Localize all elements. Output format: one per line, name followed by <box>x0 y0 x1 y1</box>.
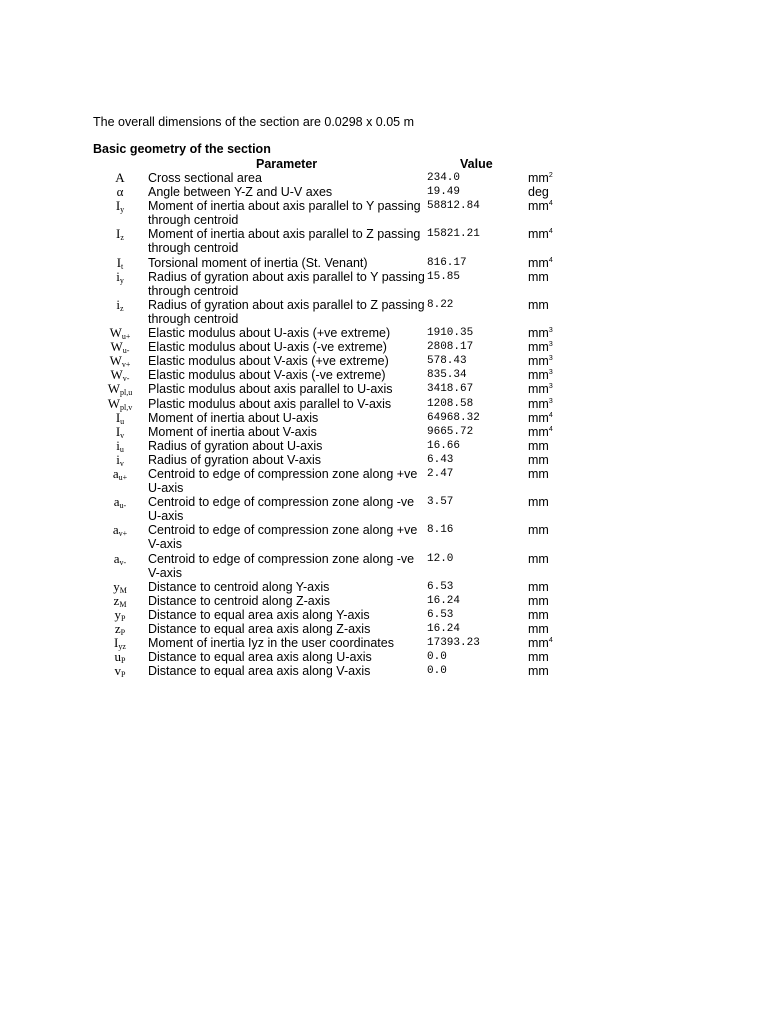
unit-base: mm <box>528 227 549 242</box>
value-column-header: Value <box>460 157 493 171</box>
symbol-subscript: u <box>119 444 124 454</box>
parameter-description: Cross sectional area <box>148 171 262 185</box>
symbol-base: y <box>114 606 122 622</box>
parameter-symbol <box>96 453 144 467</box>
table-row <box>0 425 768 439</box>
parameter-value: 1910.35 <box>427 327 474 340</box>
symbol-base: a <box>112 522 119 538</box>
symbol-base: A <box>115 170 125 185</box>
parameter-symbol <box>96 397 144 411</box>
parameter-description: Elastic modulus about V-axis (-ve extreme) <box>148 368 386 383</box>
parameter-description: Centroid to edge of compression zone along -ve U-axis <box>148 495 415 524</box>
unit-base: mm <box>528 593 549 608</box>
parameter-symbol <box>96 467 144 481</box>
parameter-unit <box>528 340 553 354</box>
unit-base: mm <box>528 255 549 270</box>
parameter-value: 1208.58 <box>427 397 474 410</box>
parameter-value: 15.85 <box>427 270 461 283</box>
table-row <box>0 199 768 227</box>
symbol-base: i <box>116 268 120 284</box>
table-row <box>0 185 768 199</box>
parameter-unit <box>528 227 553 241</box>
parameter-unit <box>528 453 549 467</box>
parameter-value: 12.0 <box>427 552 454 565</box>
parameter-value: 578.43 <box>427 355 467 368</box>
symbol-subscript: v <box>119 458 124 468</box>
parameter-symbol <box>96 199 144 213</box>
symbol-subscript: P <box>120 628 126 637</box>
table-row <box>0 453 768 467</box>
unit-base: mm <box>528 452 549 467</box>
unit-base: mm <box>528 607 549 622</box>
unit-exponent: 3 <box>548 369 553 377</box>
symbol-base: I <box>115 198 121 214</box>
parameter-symbol <box>96 270 144 284</box>
symbol-base: W <box>109 353 122 369</box>
parameter-value: 6.53 <box>427 608 454 621</box>
unit-base: mm <box>528 650 549 665</box>
unit-base: mm <box>528 636 549 651</box>
symbol-subscript: y <box>120 205 125 215</box>
symbol-subscript: u+ <box>118 472 128 482</box>
parameter-unit <box>528 397 553 411</box>
symbol-base: α <box>116 184 124 200</box>
parameter-description: Elastic modulus about V-axis (+ve extreme) <box>148 354 389 369</box>
unit-base: mm <box>528 523 549 538</box>
symbol-base: I <box>115 423 121 439</box>
unit-exponent: 4 <box>548 425 553 433</box>
parameter-symbol <box>96 382 144 396</box>
parameter-unit <box>528 326 553 340</box>
geometry-table <box>0 171 768 678</box>
parameter-value: 19.49 <box>427 186 461 199</box>
parameter-value: 234.0 <box>427 172 461 184</box>
symbol-base: v <box>114 663 122 679</box>
parameter-value: 3.57 <box>427 496 454 509</box>
parameter-description: Moment of inertia about axis parallel to Y passing through centroid <box>148 199 421 228</box>
unit-base: mm <box>528 326 549 341</box>
unit-base: mm <box>528 171 549 185</box>
table-row <box>0 270 768 298</box>
symbol-subscript: P <box>121 656 126 666</box>
unit-base: mm <box>528 664 549 679</box>
table-row <box>0 354 768 368</box>
parameter-unit <box>528 256 553 270</box>
parameter-symbol <box>96 636 144 650</box>
symbol-subscript: v+ <box>118 529 128 539</box>
parameter-value: 2808.17 <box>427 341 474 354</box>
parameter-unit <box>528 270 549 284</box>
unit-base: mm <box>528 269 549 284</box>
symbol-base: i <box>116 296 121 312</box>
parameter-value: 58812.84 <box>427 200 480 213</box>
parameter-symbol <box>96 354 144 368</box>
parameter-value: 816.17 <box>427 256 467 269</box>
parameter-value: 6.43 <box>427 453 454 466</box>
symbol-base: W <box>110 367 123 383</box>
parameter-description: Moment of inertia Iyz in the user coordinates <box>148 636 394 651</box>
unit-exponent: 2 <box>548 172 553 179</box>
parameter-value: 16.24 <box>427 594 461 607</box>
parameter-unit <box>528 636 553 650</box>
parameter-value: 3418.67 <box>427 383 474 396</box>
parameter-unit <box>528 523 549 537</box>
parameter-unit <box>528 411 553 425</box>
table-row <box>0 664 768 678</box>
table-row <box>0 298 768 326</box>
parameter-description: Distance to equal area axis along Z-axis <box>148 622 371 636</box>
unit-base: mm <box>528 410 549 425</box>
parameter-symbol <box>96 650 144 664</box>
parameter-unit <box>528 552 549 566</box>
unit-base: mm <box>528 466 549 481</box>
table-row <box>0 411 768 425</box>
parameter-description: Centroid to edge of compression zone along +ve U-axis <box>148 466 418 495</box>
table-row <box>0 636 768 650</box>
parameter-description: Centroid to edge of compression zone along +ve V-axis <box>148 523 418 552</box>
table-row <box>0 523 768 551</box>
parameter-description: Elastic modulus about U-axis (+ve extreme) <box>148 326 391 341</box>
parameter-description: Radius of gyration about V-axis <box>148 452 322 467</box>
parameter-unit <box>528 354 553 368</box>
parameter-value: 6.53 <box>427 580 454 593</box>
parameter-description: Distance to centroid along Z-axis <box>148 593 331 608</box>
parameter-description: Moment of inertia about U-axis <box>148 410 319 425</box>
parameter-unit <box>528 298 549 312</box>
symbol-subscript: v- <box>119 557 127 567</box>
parameter-symbol <box>96 523 144 537</box>
parameter-symbol <box>96 425 144 439</box>
symbol-subscript: z <box>120 233 124 243</box>
parameter-description: Plastic modulus about axis parallel to V-axis <box>148 396 392 411</box>
symbol-subscript: v <box>120 430 125 440</box>
parameter-symbol <box>96 495 144 509</box>
parameter-value: 16.66 <box>427 439 461 452</box>
parameter-symbol <box>96 411 144 425</box>
table-row <box>0 608 768 622</box>
unit-base: mm <box>528 424 549 439</box>
parameter-description: Moment of inertia about V-axis <box>148 424 317 439</box>
parameter-description: Torsional moment of inertia (St. Venant) <box>148 255 368 270</box>
unit-base: mm <box>528 438 549 453</box>
section-heading: Basic geometry of the section <box>93 142 271 156</box>
parameter-value: 8.22 <box>427 298 454 311</box>
parameter-description: Radius of gyration about axis parallel to Y passing through centroid <box>148 269 425 298</box>
parameter-unit <box>528 382 553 396</box>
parameter-unit <box>528 622 549 636</box>
unit-base: mm <box>528 382 549 397</box>
parameter-symbol <box>96 298 144 312</box>
unit-base: mm <box>528 199 549 214</box>
parameter-value: 8.16 <box>427 524 454 537</box>
symbol-subscript: t <box>121 261 124 271</box>
parameter-symbol <box>96 552 144 566</box>
parameter-value: 64968.32 <box>427 411 480 424</box>
parameter-symbol <box>96 594 144 608</box>
parameter-description: Distance to equal area axis along U-axis <box>148 650 372 665</box>
unit-base: deg <box>528 185 549 200</box>
symbol-base: z <box>113 592 120 608</box>
table-row <box>0 439 768 453</box>
symbol-base: I <box>115 409 121 425</box>
table-row <box>0 650 768 664</box>
symbol-subscript: yz <box>118 642 126 652</box>
symbol-subscript: v- <box>122 374 130 384</box>
symbol-base: W <box>109 325 122 341</box>
symbol-subscript: M <box>119 599 127 609</box>
unit-exponent: 4 <box>548 411 553 419</box>
parameter-symbol <box>96 185 144 199</box>
parameter-value: 835.34 <box>427 369 467 382</box>
parameter-value: 0.0 <box>427 651 447 664</box>
symbol-subscript: z <box>120 303 124 313</box>
table-row <box>0 340 768 354</box>
unit-exponent: 4 <box>548 256 553 264</box>
unit-base: mm <box>528 354 549 369</box>
parameter-symbol <box>96 227 144 241</box>
parameter-unit <box>528 580 549 594</box>
symbol-subscript: pl,v <box>120 402 133 412</box>
unit-base: mm <box>528 340 549 355</box>
parameter-symbol <box>96 171 144 185</box>
symbol-base: a <box>113 550 120 566</box>
parameter-value: 16.24 <box>427 623 461 635</box>
unit-base: mm <box>528 368 549 383</box>
unit-base: mm <box>528 495 549 510</box>
unit-base: mm <box>528 579 549 594</box>
unit-exponent: 4 <box>548 228 553 236</box>
parameter-symbol <box>96 664 144 678</box>
symbol-base: a <box>113 494 120 510</box>
parameter-description: Plastic modulus about axis parallel to U-axis <box>148 382 393 397</box>
parameter-symbol <box>96 256 144 270</box>
symbol-base: y <box>113 578 120 594</box>
parameter-symbol <box>96 608 144 622</box>
parameter-unit <box>528 664 549 678</box>
table-row <box>0 368 768 382</box>
parameter-unit <box>528 439 549 453</box>
symbol-subscript: u- <box>122 346 130 356</box>
parameter-description: Centroid to edge of compression zone along -ve V-axis <box>148 551 415 580</box>
unit-exponent: 3 <box>548 355 553 363</box>
parameter-unit <box>528 425 553 439</box>
parameter-unit <box>528 650 549 664</box>
parameter-unit <box>528 171 553 185</box>
unit-exponent: 4 <box>548 637 553 645</box>
symbol-base: I <box>114 635 119 651</box>
unit-exponent: 3 <box>548 383 553 391</box>
parameter-unit <box>528 608 549 622</box>
unit-exponent: 3 <box>548 327 553 335</box>
symbol-base: u <box>114 649 122 665</box>
parameter-symbol <box>96 439 144 453</box>
parameter-unit <box>528 495 549 509</box>
symbol-subscript: P <box>121 670 126 680</box>
parameter-unit <box>528 185 549 199</box>
symbol-base: W <box>107 395 121 411</box>
symbol-subscript: pl,u <box>120 388 133 398</box>
parameter-description: Angle between Y-Z and U-V axes <box>148 185 333 200</box>
table-row <box>0 552 768 580</box>
symbol-base: I <box>116 226 121 242</box>
symbol-base: a <box>112 465 119 481</box>
symbol-base: W <box>110 339 123 355</box>
parameter-value: 2.47 <box>427 467 454 480</box>
unit-base: mm <box>528 622 549 636</box>
unit-base: mm <box>528 551 549 566</box>
unit-exponent: 4 <box>548 200 553 208</box>
table-row <box>0 171 768 185</box>
parameter-description: Elastic modulus about U-axis (-ve extreme) <box>148 340 387 355</box>
parameter-description: Radius of gyration about axis parallel to Z passing through centroid <box>148 297 425 326</box>
table-row <box>0 397 768 411</box>
dimensions-statement: The overall dimensions of the section are 0.0298 x 0.05 m <box>93 115 415 129</box>
parameter-symbol <box>96 580 144 594</box>
symbol-subscript: v+ <box>121 360 131 370</box>
table-row <box>0 227 768 255</box>
symbol-subscript: u <box>120 416 125 426</box>
parameter-description: Moment of inertia about axis parallel to Z passing through centroid <box>148 227 421 256</box>
unit-exponent: 3 <box>548 397 553 405</box>
symbol-base: z <box>114 621 121 636</box>
unit-exponent: 3 <box>548 341 553 349</box>
parameter-symbol <box>96 622 144 636</box>
parameter-symbol <box>96 340 144 354</box>
symbol-base: i <box>116 437 120 453</box>
symbol-base: I <box>116 254 122 270</box>
table-row <box>0 467 768 495</box>
parameter-unit <box>528 368 553 382</box>
symbol-base: i <box>116 451 120 467</box>
table-row <box>0 326 768 340</box>
symbol-subscript: y <box>119 275 124 285</box>
table-row <box>0 382 768 396</box>
table-row <box>0 256 768 270</box>
parameter-value: 9665.72 <box>427 425 474 438</box>
parameter-unit <box>528 594 549 608</box>
parameter-symbol <box>96 368 144 382</box>
parameter-unit <box>528 467 549 481</box>
parameter-description: Radius of gyration about U-axis <box>148 438 323 453</box>
symbol-subscript: u- <box>119 501 127 511</box>
symbol-subscript: M <box>119 585 127 595</box>
parameter-description: Distance to centroid along Y-axis <box>148 579 330 594</box>
unit-base: mm <box>528 396 549 411</box>
parameter-value: 15821.21 <box>427 228 480 241</box>
parameter-description: Distance to equal area axis along Y-axis <box>148 607 370 622</box>
table-row <box>0 622 768 636</box>
table-row <box>0 594 768 608</box>
parameter-description: Distance to equal area axis along V-axis <box>148 664 371 679</box>
symbol-subscript: P <box>121 613 126 623</box>
parameter-value: 0.0 <box>427 665 447 678</box>
parameter-column-header: Parameter <box>256 157 318 171</box>
unit-base: mm <box>528 297 549 312</box>
table-row <box>0 495 768 523</box>
parameter-unit <box>528 199 553 213</box>
symbol-subscript: u+ <box>121 332 131 342</box>
table-row <box>0 580 768 594</box>
parameter-symbol <box>96 326 144 340</box>
symbol-base: W <box>107 381 121 397</box>
parameter-value: 17393.23 <box>427 637 480 650</box>
